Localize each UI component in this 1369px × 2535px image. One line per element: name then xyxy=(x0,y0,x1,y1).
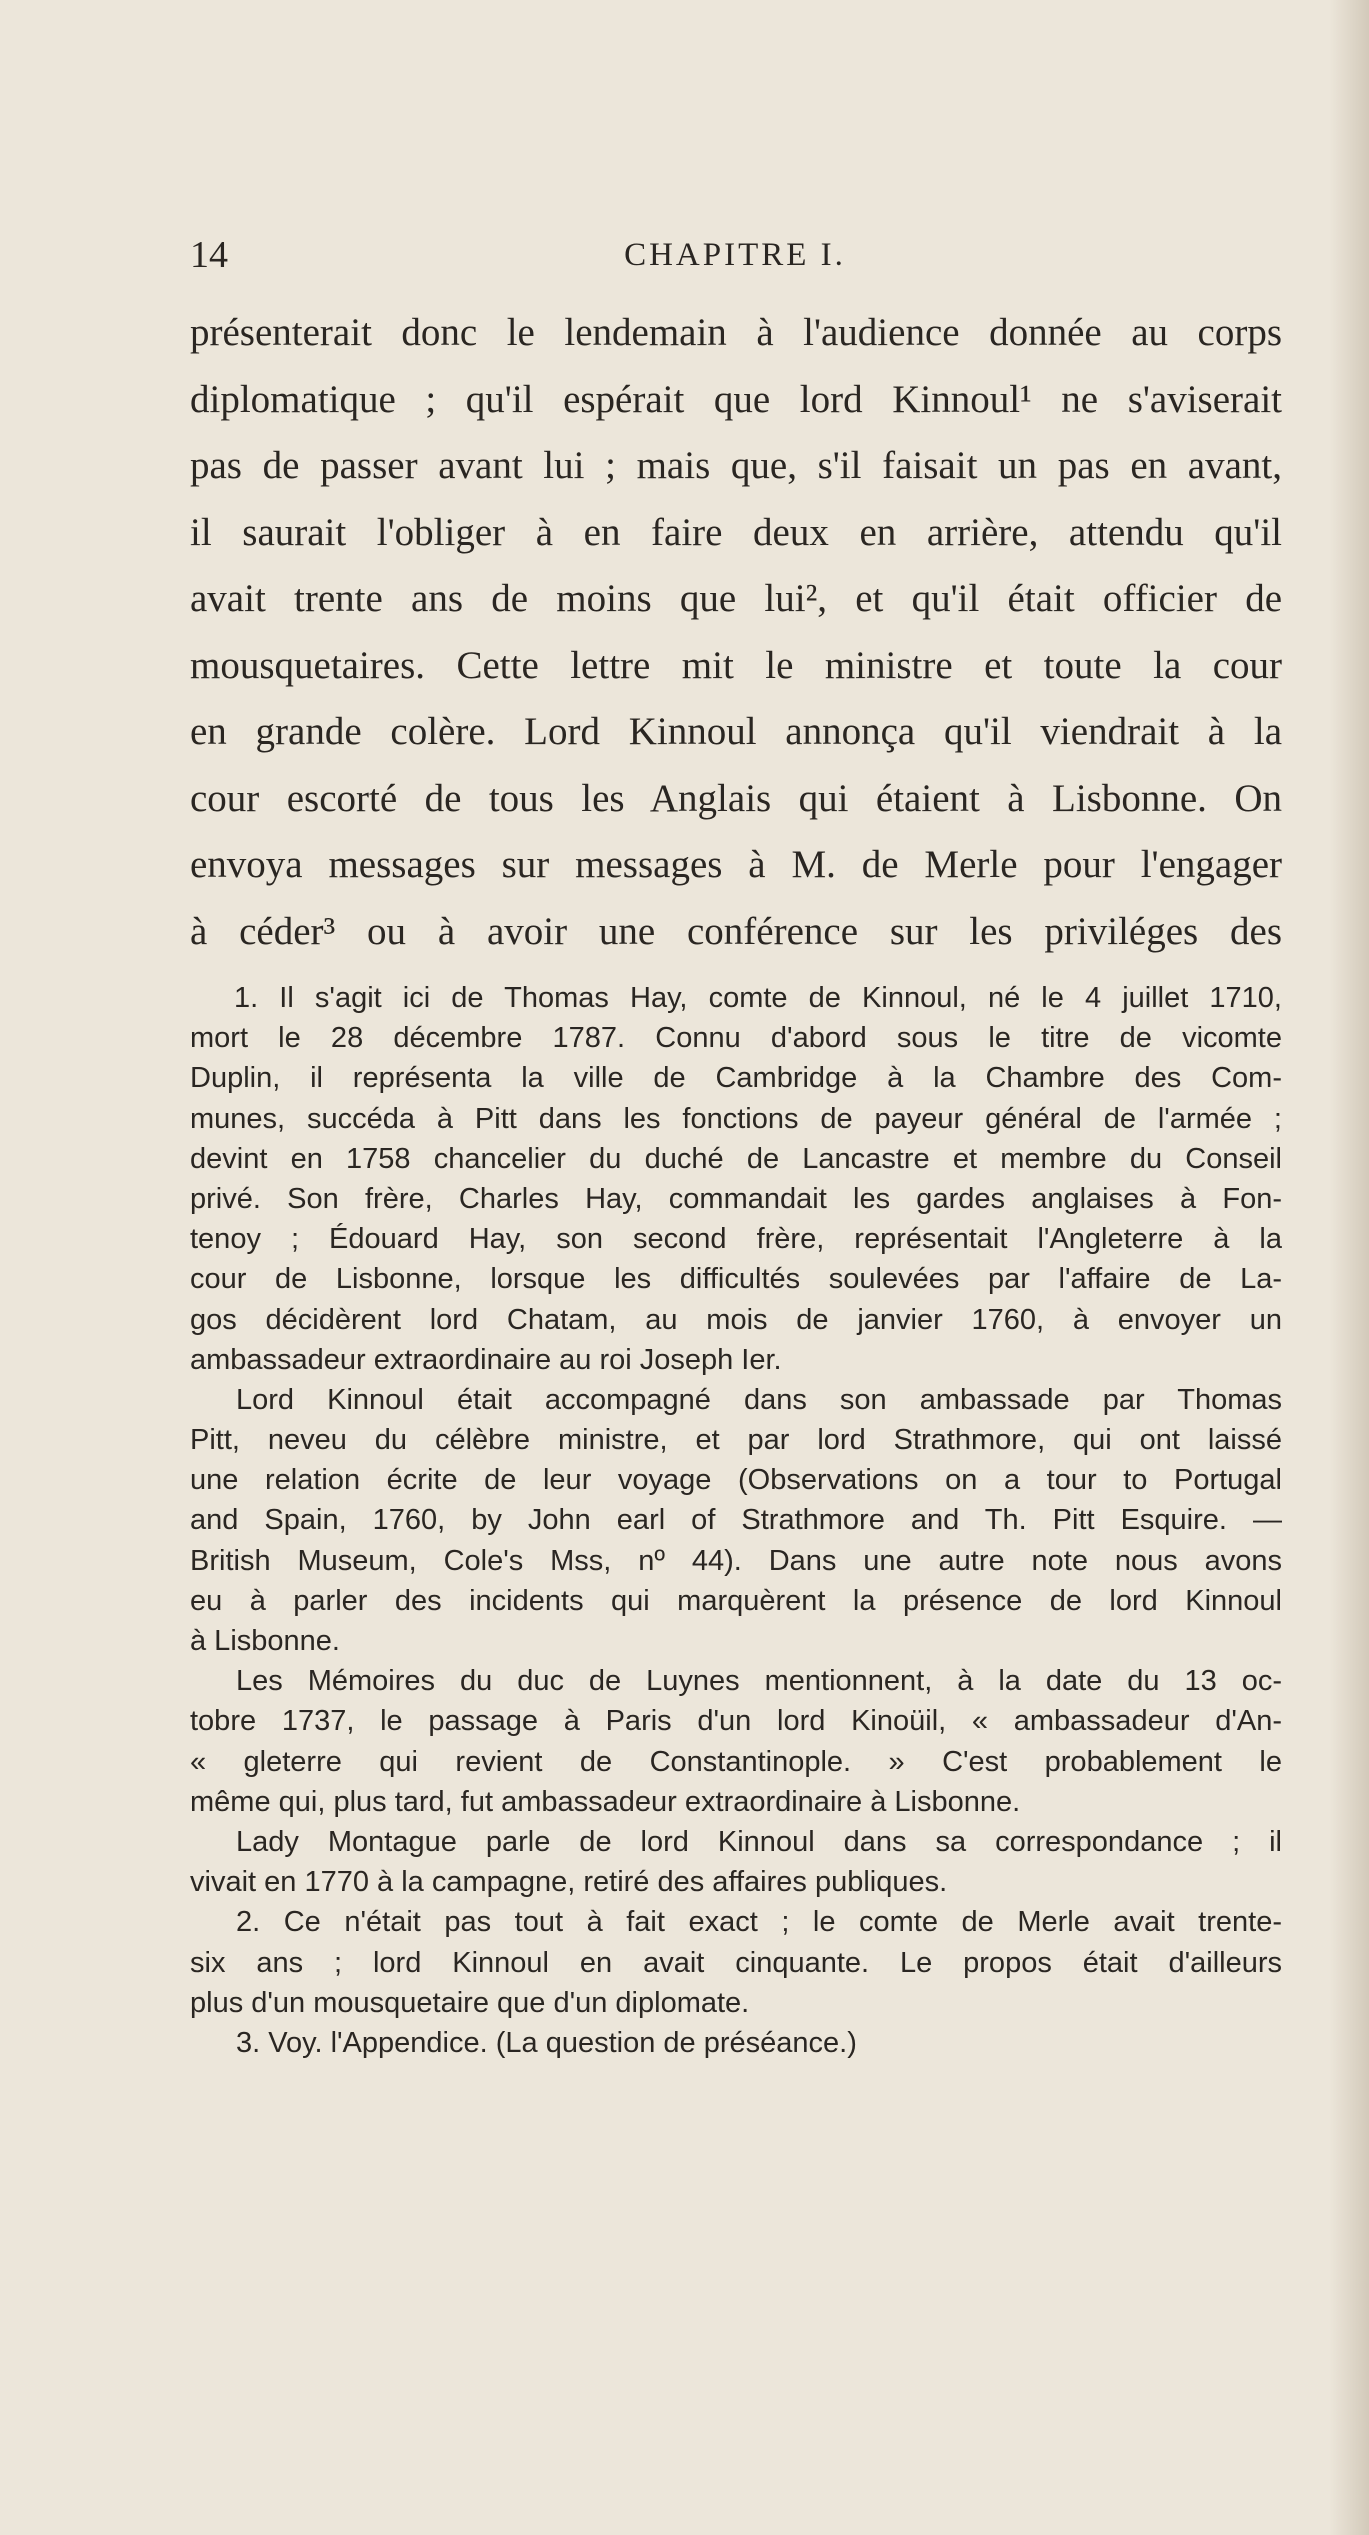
footnote-line: Pitt, neveu du célèbre ministre, et par lord Strathmore, qui ont laissé xyxy=(190,1424,1282,1457)
text-line: présenterait donc le lendemain à l'audience donnée au corps xyxy=(190,311,1282,354)
text-line: avait trente ans de moins que lui², et qu'il était officier de xyxy=(190,577,1282,620)
footnote-line: munes, succéda à Pitt dans les fonctions de payeur général de l'armée ; xyxy=(190,1102,1282,1135)
text-line: à céder³ ou à avoir une conférence sur les priviléges des xyxy=(190,909,1282,953)
footnote-line: devint en 1758 chancelier du duché de Lancastre et membre du Conseil xyxy=(190,1142,1282,1175)
footnote-line: 1. Il s'agit ici de Thomas Hay, comte de Kinnoul, né le 4 juillet 1710, xyxy=(234,982,1282,1014)
footnote-line: Duplin, il représenta la ville de Cambridge à la Chambre des Com- xyxy=(190,1062,1282,1095)
footnote-line: Lord Kinnoul était accompagné dans son ambassade par Thomas xyxy=(236,1383,1282,1416)
text-line: pas de passer avant lui ; mais que, s'il faisait un pas en avant, xyxy=(190,444,1282,487)
footnote-line: tenoy ; Édouard Hay, son second frère, représentait l'Angleterre à la xyxy=(190,1223,1282,1256)
footnote-line: 3. Voy. l'Appendice. (La question de préséance.) xyxy=(236,2026,857,2059)
footnote-line: cour de Lisbonne, lorsque les difficultés soulevées par l'affaire de La- xyxy=(190,1263,1282,1296)
footnote-line: « gleterre qui revient de Constantinople. » C'est probablement le xyxy=(190,1745,1282,1778)
footnote-line: British Museum, Cole's Mss, nº 44). Dans une autre note nous avons xyxy=(190,1544,1282,1577)
text-line: diplomatique ; qu'il espérait que lord Kinnoul¹ ne s'aviserait xyxy=(190,377,1282,421)
footnote-line: 2. Ce n'était pas tout à fait exact ; le comte de Merle avait trente- xyxy=(236,1906,1282,1939)
page-header xyxy=(190,232,1280,278)
footnote-line: même qui, plus tard, fut ambassadeur extraordinaire à Lisbonne. xyxy=(190,1785,1021,1818)
footnote-line: and Spain, 1760, by John earl of Strathmore and Th. Pitt Esquire. — xyxy=(190,1504,1282,1537)
footnote-line: Lady Montague parle de lord Kinnoul dans sa correspondance ; il xyxy=(236,1825,1282,1858)
footnote-line: privé. Son frère, Charles Hay, commandait les gardes anglaises à Fon- xyxy=(190,1182,1282,1215)
footnote-line: eu à parler des incidents qui marquèrent la présence de lord Kinnoul xyxy=(190,1584,1282,1617)
footnote-line: tobre 1737, le passage à Paris d'un lord Kinoüil, « ambassadeur d'An- xyxy=(190,1705,1282,1738)
main-text xyxy=(190,300,1282,965)
footnote-line: six ans ; lord Kinnoul en avait cinquante. Le propos était d'ailleurs xyxy=(190,1946,1282,1979)
text-line: cour escorté de tous les Anglais qui étaient à Lisbonne. On xyxy=(190,776,1282,820)
footnote-line: ambassadeur extraordinaire au roi Joseph Ier. xyxy=(190,1343,782,1376)
page-number: 14 xyxy=(190,234,228,276)
page-edge-shadow xyxy=(1329,0,1369,2535)
footnote-line: plus d'un mousquetaire que d'un diplomate. xyxy=(190,1986,750,2019)
footnote-line: à Lisbonne. xyxy=(190,1625,340,1657)
text-line: en grande colère. Lord Kinnoul annonça qu'il viendrait à la xyxy=(190,710,1282,753)
footnote-line: une relation écrite de leur voyage (Observations on a tour to Portugal xyxy=(190,1464,1282,1497)
text-line: il saurait l'obliger à en faire deux en arrière, attendu qu'il xyxy=(190,510,1282,554)
footnote-line: Les Mémoires du duc de Luynes mentionnent, à la date du 13 oc- xyxy=(236,1665,1282,1698)
text-line: envoya messages sur messages à M. de Merle pour l'engager xyxy=(190,843,1282,886)
text-line: mousquetaires. Cette lettre mit le ministre et toute la cour xyxy=(190,643,1282,687)
footnote-line: gos décidèrent lord Chatam, au mois de janvier 1760, à envoyer un xyxy=(190,1303,1282,1336)
footnotes xyxy=(190,978,1282,2063)
footnote-line: mort le 28 décembre 1787. Connu d'abord sous le titre de vicomte xyxy=(190,1022,1282,1055)
footnote-line: vivait en 1770 à la campagne, retiré des affaires publiques. xyxy=(190,1866,948,1899)
running-head: CHAPITRE I. xyxy=(624,237,846,273)
